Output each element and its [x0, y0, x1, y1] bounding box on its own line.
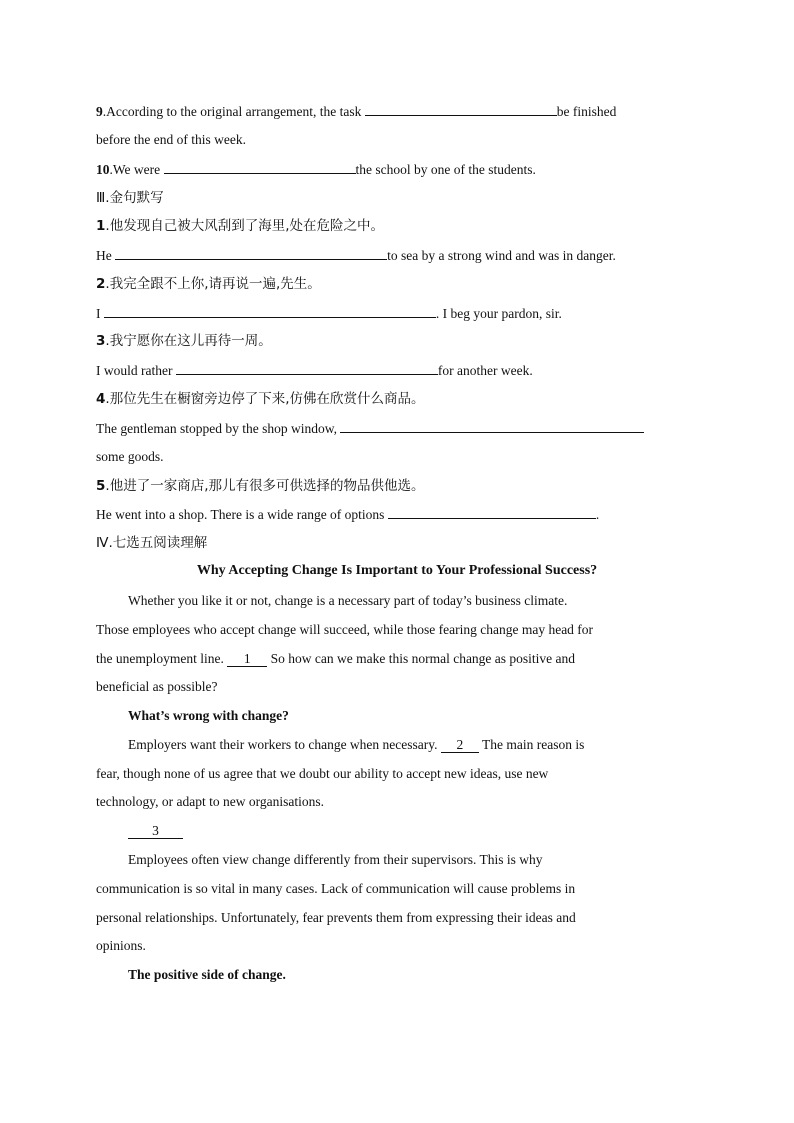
paragraph-line: beneficial as possible?: [96, 679, 218, 694]
sentence-2-chinese: [96, 275, 321, 293]
sentence-number: 1: [96, 218, 106, 234]
section-heading: Ⅲ.金句默写: [96, 190, 164, 206]
answer-blank[interactable]: [104, 304, 436, 318]
answer-blank[interactable]: [164, 160, 356, 174]
sentence-number: 2: [96, 276, 106, 292]
answer-blank[interactable]: [365, 102, 557, 116]
answer-blank[interactable]: [176, 361, 438, 375]
paragraph-text: Employers want their workers to change when necessary.: [128, 737, 438, 752]
sentence-3-chinese: [96, 332, 272, 350]
paragraph-text: The main reason is: [482, 737, 585, 752]
sentence-5-chinese: [96, 477, 425, 495]
question-text: be finished: [556, 104, 617, 119]
paragraph-line: opinions.: [96, 938, 146, 953]
paragraph-line: Employees often view change differently from their supervisors. This is why: [128, 852, 543, 867]
sentence-text: The gentleman stopped by the shop window,: [96, 421, 337, 436]
sentence-4-chinese: [96, 390, 425, 408]
paragraph-line: Whether you like it or not, change is a necessary part of today’s business climate.: [128, 593, 568, 608]
sentence-text: to sea by a strong wind and was in danger.: [387, 248, 616, 263]
passage-subheading: The positive side of change.: [128, 967, 286, 982]
answer-blank[interactable]: 3: [128, 823, 183, 839]
sentence-1-english: [96, 246, 616, 265]
paragraph-line: fear, though none of us agree that we doubt our ability to accept new ideas, use new: [96, 766, 549, 781]
question-number: 9: [96, 104, 103, 119]
answer-blank[interactable]: 1: [227, 651, 267, 667]
passage-subheading: What’s wrong with change?: [128, 708, 289, 723]
sentence-4-english: [96, 419, 644, 438]
question-number: 10: [96, 162, 110, 177]
answer-blank[interactable]: [388, 505, 596, 519]
sentence-text: for another week.: [437, 363, 533, 378]
sentence-text: .他进了一家商店,那儿有很多可供选择的物品供他选。: [105, 478, 425, 494]
sentence-text: .我完全跟不上你,请再说一遍,先生。: [105, 276, 321, 292]
question-text: the school by one of the students.: [355, 162, 536, 177]
paragraph-text: So how can we make this normal change as positive and: [270, 651, 576, 666]
question-9-line2: before the end of this week.: [96, 132, 246, 147]
sentence-number: 5: [96, 478, 106, 494]
sentence-2-english: [96, 304, 562, 323]
answer-blank[interactable]: [115, 246, 387, 260]
paragraph-line: [128, 736, 584, 754]
paragraph-text: the unemployment line.: [96, 651, 224, 666]
question-text: .We were: [109, 162, 161, 177]
paragraph-line: communication is so vital in many cases. Lack of communication will cause problems in: [96, 881, 576, 896]
sentence-text: .我宁愿你在这儿再待一周。: [105, 333, 272, 349]
sentence-text: I: [96, 306, 101, 321]
paragraph-line: [128, 822, 183, 840]
sentence-text: I would rather: [96, 363, 173, 378]
paragraph-line: personal relationships. Unfortunately, fear prevents them from expressing their ideas and: [96, 910, 576, 925]
sentence-5-english: [96, 505, 599, 524]
answer-blank[interactable]: [340, 419, 644, 433]
question-9: [96, 102, 616, 121]
question-10: [96, 160, 536, 179]
sentence-number: 3: [96, 333, 106, 349]
sentence-number: 4: [96, 391, 106, 407]
sentence-text: .: [595, 507, 600, 522]
passage-title: Why Accepting Change Is Important to Your Professional Success?: [196, 563, 598, 578]
sentence-3-english: [96, 361, 533, 380]
sentence-text: . I beg your pardon, sir.: [435, 306, 562, 321]
sentence-text: .那位先生在橱窗旁边停了下来,仿佛在欣赏什么商品。: [105, 391, 425, 407]
sentence-text: He went into a shop. There is a wide range of options: [96, 507, 385, 522]
sentence-1-chinese: [96, 217, 384, 235]
sentence-text: He: [96, 248, 112, 263]
question-text: .According to the original arrangement, the task: [102, 104, 362, 119]
sentence-text: .他发现自己被大风刮到了海里,处在危险之中。: [105, 218, 384, 234]
paragraph-line: Those employees who accept change will succeed, while those fearing change may head for: [96, 622, 594, 637]
section-heading: Ⅳ.七选五阅读理解: [96, 535, 208, 551]
paragraph-line: [96, 650, 575, 668]
answer-blank[interactable]: 2: [441, 737, 479, 753]
sentence-4-line2: some goods.: [96, 449, 164, 464]
paragraph-line: technology, or adapt to new organisations.: [96, 794, 324, 809]
